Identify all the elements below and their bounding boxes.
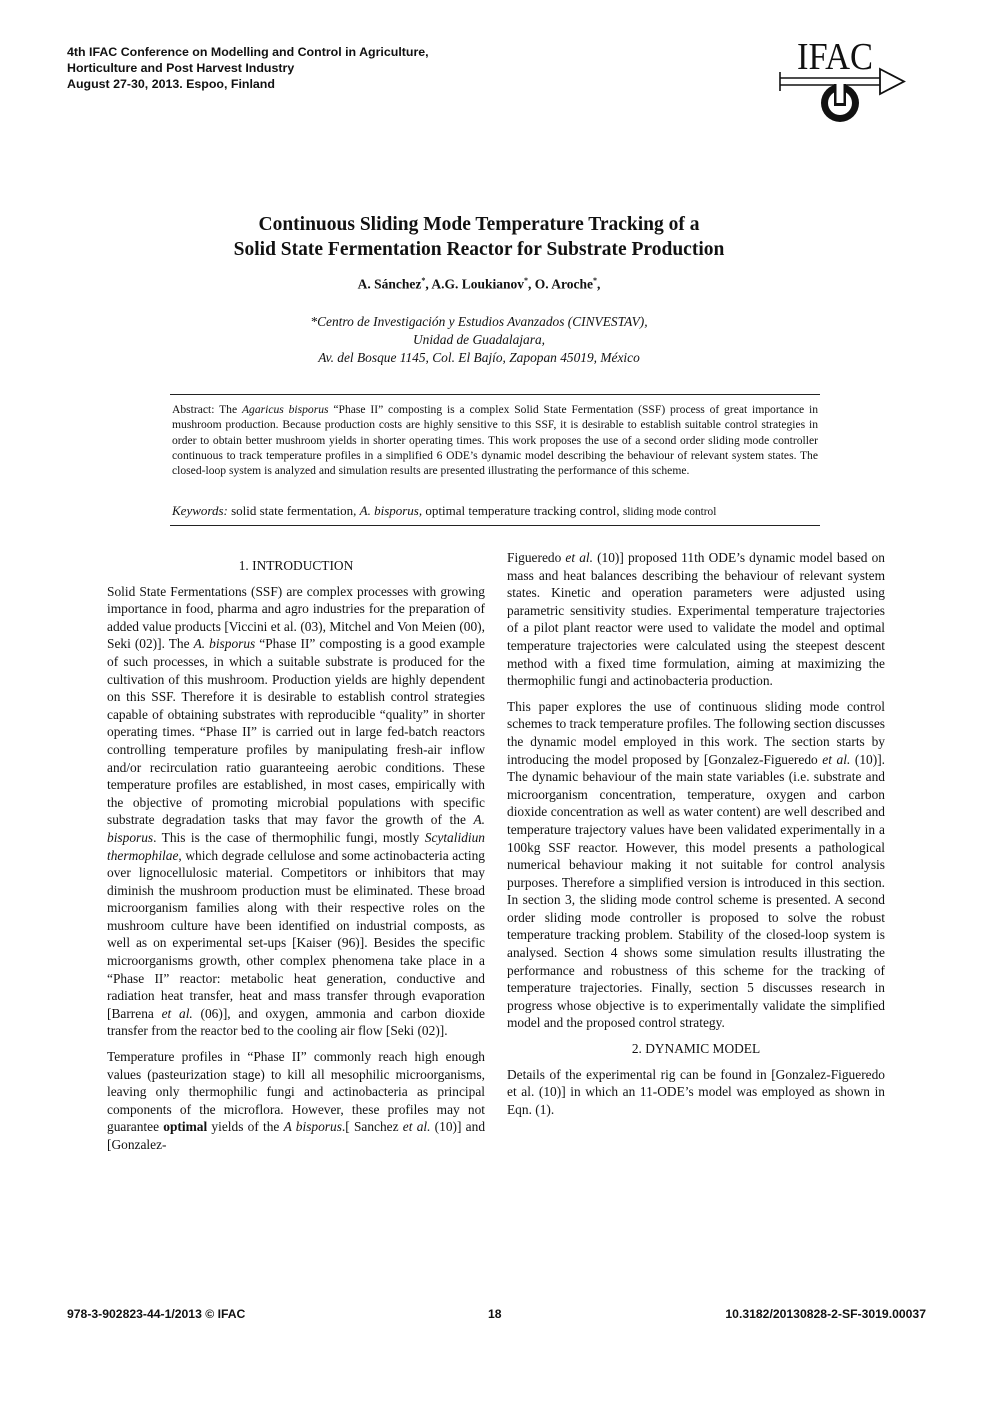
italic-run: et al.: [565, 550, 593, 565]
title-line-2: Solid State Fermentation Reactor for Substrate Production: [233, 239, 725, 260]
italic-run: et al.: [402, 1119, 431, 1135]
abstract: [172, 402, 818, 478]
text-run: .[ Sanchez: [341, 1119, 403, 1135]
italic-run: et al.: [161, 1005, 193, 1021]
text-run: . This is the case of thermophilic fungi, mostly: [153, 829, 425, 845]
text-run: Figueredo: [507, 550, 566, 565]
keywords: [172, 503, 818, 519]
abstract-species: Agaricus bisporus: [241, 403, 329, 416]
dynamic-model-heading: 2. DYNAMIC MODEL: [631, 1041, 761, 1057]
left-column: [107, 557, 485, 1162]
bold-run: optimal: [163, 1119, 208, 1135]
intro-paragraph-4: [507, 698, 885, 1032]
author-2: A.G. Loukianov: [431, 276, 525, 292]
italic-run: A bisporus: [283, 1119, 342, 1135]
conference-line-3: August 27-30, 2013. Espoo, Finland: [67, 77, 275, 91]
keyword-4: sliding mode control: [622, 506, 717, 518]
text-run: , which degrade cellulose and some actinobacteria acting over lignocellulosic material. Competitors or inhibitors that may diminish the mushroom production must be eliminated. These broad microorganism families along with their respective roles on the mushroom culture have been identified on industrial composts, as well as on experimental set-ups [Kaiser (96)]. Besides the specific microorganisms growth, other complex phenomena take place in a “Phase II” reactor: metabolic heat generation, conductive and radiation heat transfer, heat and mass transfer through evaporation [Barrena: [107, 847, 485, 1021]
conference-header: [67, 44, 487, 92]
right-column: [507, 549, 885, 1126]
keyword-1: solid state fermentation,: [227, 503, 360, 518]
text-run: Solid State Fermentations (SSF) are complex processes with growing importance in food, pharma and agro industries for the preparation of added value products [Viccini et al. (03), Mitchel and Von Meien (00), Seki (02)]. The: [107, 583, 485, 652]
conference-line-2: Horticulture and Post Harvest Industry: [67, 61, 295, 75]
italic-run: et al.: [822, 751, 851, 767]
text-run: (06)], and oxygen, ammonia and carbon dioxide transfer from the reactor bed to the cooling air flow [Seki (02)].: [107, 1005, 486, 1039]
affiliation-mark: *: [421, 276, 426, 285]
affiliation-line-2: Unidad de Guadalajara,: [412, 332, 546, 347]
dynamic-model-paragraph: Details of the experimental rig can be found in [Gonzalez-Figueredo et al. (10)] in which an 11-ODE’s model was employed as shown in Eqn. (1).: [507, 1066, 885, 1117]
affiliation-mark: *: [593, 276, 598, 285]
affiliation-line-3: Av. del Bosque 1145, Col. El Bajío, Zapopan 45019, México: [318, 350, 640, 365]
footer-isbn: 978-3-902823-44-1/2013 © IFAC: [67, 1307, 246, 1321]
author-3: O. Aroche: [534, 276, 594, 292]
author-separator: ,: [528, 276, 535, 292]
intro-paragraph-3: [507, 549, 885, 690]
title-line-1: Continuous Sliding Mode Temperature Tracking of a: [258, 214, 700, 235]
intro-paragraph-1: [107, 583, 485, 1040]
abstract-bottom-rule: [170, 525, 820, 526]
abstract-top-rule: [170, 394, 820, 395]
paper-title: [100, 212, 858, 262]
author-list-end: ,: [597, 276, 601, 292]
abstract-text-2: “Phase II” composting is a complex Solid State Fermentation (SSF) process of great importance in mushroom production. Because production costs are highly sensitive to this SSF, it is desirable to establish suitable control strategies in order to obtain better mushroom yields in shorter operating times. This work proposes the use of a second order sliding mode controller continuous to track temperature profiles in a simplified 6 ODE’s dynamic model describing the behaviour of relevant system states. The closed-loop system is analyzed and simulation results are presented illustrating the performance of this scheme.: [172, 403, 818, 478]
abstract-text-1: Abstract: The: [172, 403, 242, 416]
text-run: yields of the: [207, 1119, 284, 1135]
affiliation-mark: *: [524, 276, 529, 285]
keyword-2: A. bisporus,: [359, 503, 423, 518]
conference-line-1: 4th IFAC Conference on Modelling and Control in Agriculture,: [67, 45, 429, 59]
text-run: (10)]. The dynamic behaviour of the main state variables (i.e. substrate and microorganism concentration, temperature, oxygen and carbon dioxide concentration as well as water content) are well described and temperature trajectory values have been validated experimentally in a 100kg SSF reactor. However, this model presents a pathological numerical behaviour making it not suitable for control analysis purposes. Therefore a simplified version is introduced in this section. In section 3, the sliding mode control scheme is presented. A second order sliding mode controller is proposed to solve the robust temperature tracking problem. Stability of the closed-loop system is analysed. Section 4 shows some simulation results illustrating the performance and robustness of this scheme for the tracking of temperature trajectories. Finally, section 5 discusses research in progress whose objective is to experimentally validate the simplified model and the proposed control strategy.: [507, 751, 886, 1031]
text-run: “Phase II” composting is a good example of such processes, in which a suitable substrate is produced for the cultivation of this mushroom. Production yields are highly dependent on this SSF. Therefore it is desirable to establish control strategies capable of obtaining substrates with reproducible “quality” in shorter operating times. “Phase II” is carried out in large fed-batch reactors controlling temperature profiles by manipulating fresh-air inflow and/or recirculation ratio guaranteeing aerobic conditions. These temperature profiles are established, in most cases, empirically with the objective of promoting microbial populations with specific substrate degradation tasks that may favor the growth of the: [107, 636, 485, 828]
italic-run: Scytalidiun thermophilae: [107, 829, 485, 863]
keyword-3: optimal temperature tracking control,: [422, 503, 623, 518]
intro-heading: 1. INTRODUCTION: [238, 558, 354, 573]
text-run: (10)] and [Gonzalez-: [107, 1119, 486, 1152]
italic-run: A. bisporus: [107, 812, 485, 845]
affiliation: [100, 313, 858, 367]
author-separator: ,: [425, 276, 432, 292]
text-run: This paper explores the use of continuous sliding mode control schemes to track temperature profiles. The following section discusses the dynamic model employed in this work. The section starts by introducing the model proposed by [Gonzalez-Figueredo: [507, 698, 885, 767]
author-1: A. Sánchez: [357, 276, 422, 292]
author-list: [100, 276, 858, 293]
ifac-logo-text: IFAC: [797, 36, 873, 78]
text-run: Temperature profiles in “Phase II” commonly reach high enough values (pasteurization stage) to kill all mesophilic microorganisms, leaving only thermophilic fungi and actinobacteria as principal components of the microflora. However, these profiles may not guarantee: [107, 1049, 485, 1135]
footer-page-number: 18: [488, 1307, 502, 1321]
footer-doi: 10.3182/20130828-2-SF-3019.00037: [725, 1307, 926, 1321]
affiliation-line-1: *Centro de Investigación y Estudios Avanzados (CINVESTAV),: [310, 314, 648, 329]
ifac-logo: [776, 36, 908, 128]
italic-run: A. bisporus: [193, 636, 256, 652]
text-run: (10)] proposed 11th ODE’s dynamic model based on mass and heat balances describing the behaviour of relevant system states. Kinetic and operation parameters were adjusted using parametric sensitivity studies. Experimental temperature trajectories of a pilot plant reactor were used to validate the model and optimal temperature trajectories were calculated using the steepest descent method with a fixed time formulation, aiming at maximizing the thermophilic fungi and actinobacteria production.: [507, 550, 885, 689]
intro-paragraph-2: [107, 1048, 485, 1154]
keywords-label: Keywords:: [172, 503, 228, 518]
